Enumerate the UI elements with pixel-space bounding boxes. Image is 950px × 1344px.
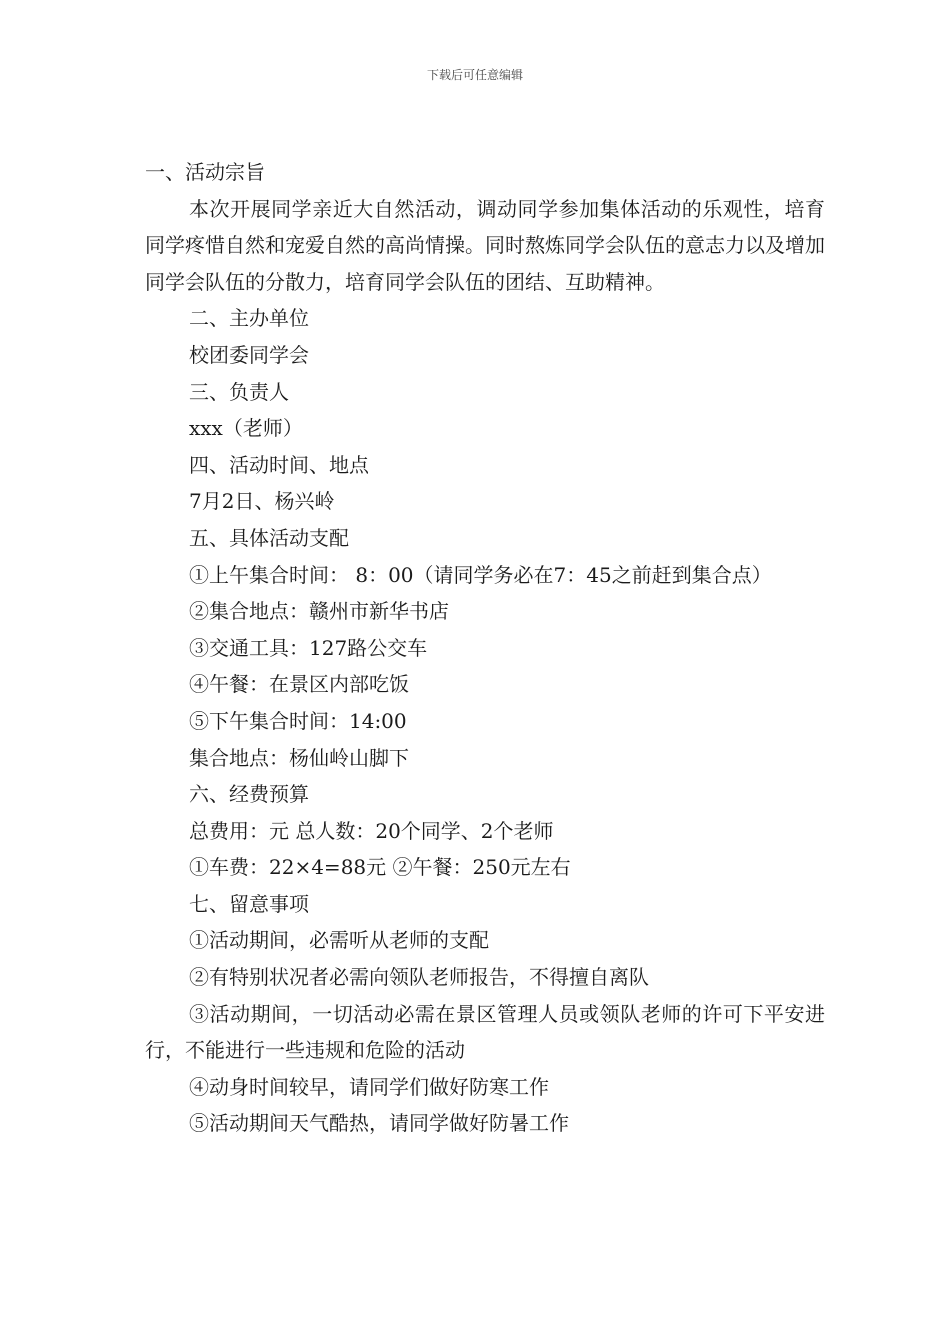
arrangement-item: ⑤下午集合时间：14:00 xyxy=(189,708,407,733)
section-heading-arrangement: 五、具体活动支配 xyxy=(189,525,349,550)
responsible-value: xxx（老师） xyxy=(189,416,303,441)
arrangement-item: ③交通工具：127路公交车 xyxy=(189,635,428,660)
note-item: ③活动期间，一切活动必需在景区管理人员或领队老师的许可下平安进行，不能进行一些违规和危险的活动 xyxy=(145,1001,825,1063)
note-item: ②有特别状况者必需向领队老师报告，不得擅自离队 xyxy=(189,965,649,990)
arrangement-item: ①上午集合时间： 8：00（请同学务必在7：45之前赶到集合点） xyxy=(189,562,772,587)
arrangement-item: 集合地点：杨仙岭山脚下 xyxy=(189,745,409,770)
paragraph-purpose: 本次开展同学亲近大自然活动，调动同学参加集体活动的乐观性，培育同学疼惜自然和宠爱自然的高尚情操。同时熬炼同学会队伍的意志力以及增加同学会队伍的分散力，培育同学会队伍的团结、互助精神。 xyxy=(145,196,825,294)
note-item: ④动身时间较早，请同学们做好防寒工作 xyxy=(189,1074,549,1099)
note-item: ⑤活动期间天气酷热，请同学做好防暑工作 xyxy=(189,1111,569,1136)
section-heading-budget: 六、经费预算 xyxy=(189,782,309,807)
document-body xyxy=(145,154,825,1142)
time-place-value: 7月2日、杨兴岭 xyxy=(189,489,335,514)
budget-item: ①车费：22×4=88元 ②午餐：250元左右 xyxy=(189,855,571,880)
section-heading-organizer: 二、主办单位 xyxy=(189,306,309,331)
section-heading-notes: 七、留意事项 xyxy=(189,891,309,916)
section-heading-time-place: 四、活动时间、地点 xyxy=(189,452,369,477)
budget-item: 总费用：元 总人数：20个同学、2个老师 xyxy=(189,818,554,843)
note-item: ①活动期间，必需听从老师的支配 xyxy=(189,928,489,953)
section-heading-responsible: 三、负责人 xyxy=(189,379,289,404)
page-header: 下载后可任意编辑 xyxy=(426,68,523,82)
organizer-value: 校团委同学会 xyxy=(189,342,309,367)
arrangement-item: ②集合地点：赣州市新华书店 xyxy=(189,599,449,624)
arrangement-item: ④午餐：在景区内部吃饭 xyxy=(189,672,409,697)
section-heading-purpose: 一、活动宗旨 xyxy=(145,160,265,184)
